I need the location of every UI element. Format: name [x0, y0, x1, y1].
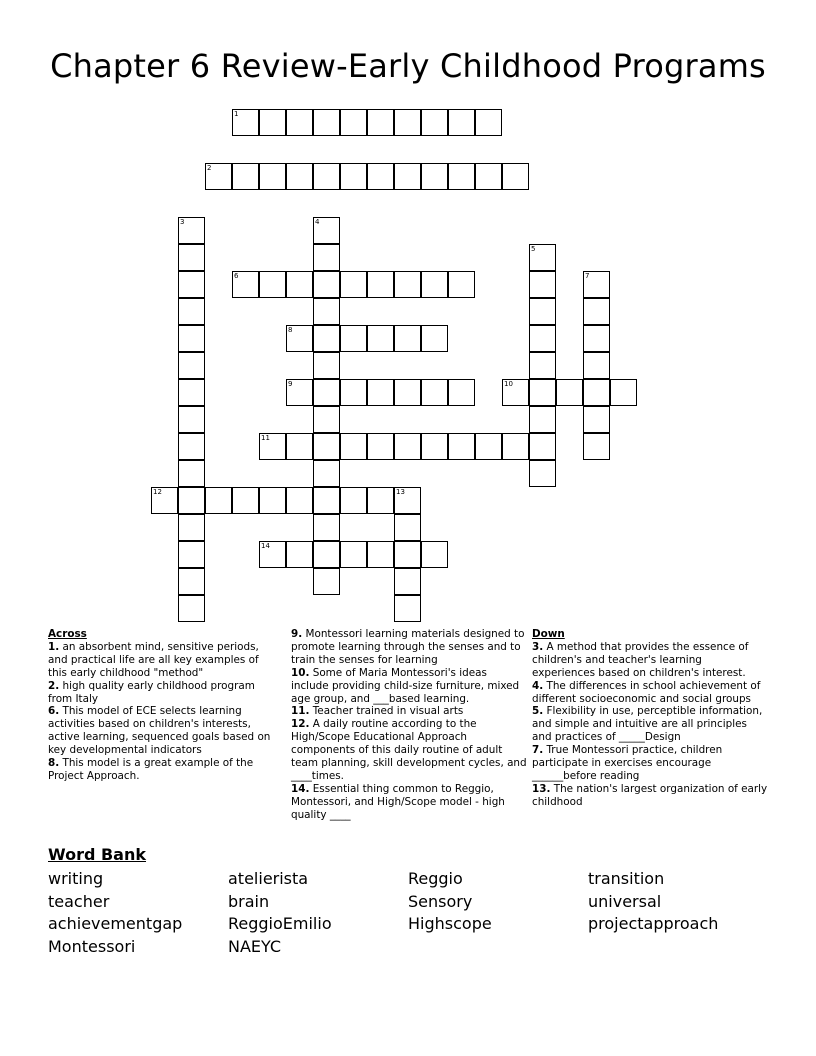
crossword-cell[interactable] — [259, 271, 286, 298]
crossword-cell[interactable] — [367, 271, 394, 298]
clue-number: 14. — [291, 782, 310, 795]
crossword-cell[interactable] — [178, 244, 205, 271]
word-bank-word: NAEYC — [228, 936, 282, 956]
crossword-cell[interactable] — [151, 487, 178, 514]
crossword-cell[interactable] — [313, 487, 340, 514]
crossword-cell[interactable] — [178, 433, 205, 460]
clue-number: 12. — [291, 718, 310, 731]
crossword-cell[interactable] — [340, 541, 367, 568]
crossword-cell[interactable] — [340, 163, 367, 190]
crossword-cell[interactable] — [529, 325, 556, 352]
crossword-cell[interactable] — [583, 298, 610, 325]
crossword-cell[interactable] — [205, 163, 232, 190]
word-bank-word: writing — [48, 869, 104, 888]
crossword-cell[interactable] — [313, 163, 340, 190]
word-bank-word: brain — [228, 891, 270, 911]
word-bank-title: Word Bank — [48, 845, 147, 864]
crossword-cell[interactable] — [178, 298, 205, 325]
crossword-cell[interactable] — [421, 433, 448, 460]
crossword-cell[interactable] — [259, 433, 286, 460]
word-bank-word: atelierista — [228, 869, 309, 888]
crossword-cell[interactable] — [286, 433, 313, 460]
crossword-cell[interactable] — [421, 541, 448, 568]
crossword-cell[interactable] — [421, 379, 448, 406]
crossword-cell[interactable] — [394, 487, 421, 514]
clue-number: 12 — [153, 488, 162, 496]
crossword-cell[interactable] — [286, 109, 313, 136]
crossword-cell[interactable] — [448, 163, 475, 190]
crossword-cell[interactable] — [367, 325, 394, 352]
clue-number: 4. — [532, 679, 544, 692]
clue-number: 1 — [234, 110, 239, 118]
crossword-cell[interactable] — [178, 487, 205, 514]
clue-number: 7. — [532, 744, 544, 757]
crossword-cell[interactable] — [475, 163, 502, 190]
crossword-cell[interactable] — [286, 379, 313, 406]
crossword-cell[interactable] — [529, 460, 556, 487]
crossword-cell[interactable] — [178, 514, 205, 541]
clue-number: 11 — [261, 434, 270, 442]
crossword-cell[interactable] — [502, 163, 529, 190]
crossword-cell[interactable] — [232, 271, 259, 298]
crossword-cell[interactable] — [367, 487, 394, 514]
crossword-cell[interactable] — [313, 406, 340, 433]
crossword-cell[interactable] — [286, 271, 313, 298]
crossword-cell[interactable] — [178, 217, 205, 244]
crossword-cell[interactable] — [394, 595, 421, 622]
across-clue — [48, 641, 276, 680]
crossword-cell[interactable] — [313, 541, 340, 568]
crossword-cell[interactable] — [502, 379, 529, 406]
clue-number: 11. — [291, 705, 310, 718]
clue-number: 13 — [396, 488, 405, 496]
across-clue — [48, 757, 276, 783]
crossword-cell[interactable] — [529, 271, 556, 298]
word-bank-word: Highscope — [408, 914, 492, 933]
crossword-cell[interactable] — [340, 109, 367, 136]
clue-text: Some of Maria Montessori's ideas include providing child-size furniture, mixed age group, and ___based learning. — [291, 666, 520, 705]
clue-text: Teacher trained in visual arts — [309, 705, 464, 718]
down-clue — [532, 705, 768, 744]
crossword-cell[interactable] — [205, 487, 232, 514]
crossword-cell[interactable] — [502, 433, 529, 460]
crossword-cell[interactable] — [313, 217, 340, 244]
clue-text: The nation's largest organization of early childhood — [532, 782, 768, 808]
crossword-cell[interactable] — [529, 244, 556, 271]
across-clue — [291, 705, 527, 718]
across-clue — [291, 628, 527, 667]
clue-number: 9. — [291, 628, 303, 640]
crossword-cell[interactable] — [340, 271, 367, 298]
clue-number: 10. — [291, 666, 310, 679]
word-bank-word: universal — [588, 891, 662, 911]
down-clue — [532, 783, 768, 809]
crossword-cell[interactable] — [394, 379, 421, 406]
word-bank-column-2 — [228, 868, 332, 958]
clue-number: 6. — [48, 705, 60, 718]
crossword-cell[interactable] — [583, 379, 610, 406]
clue-number: 3. — [532, 640, 544, 653]
clue-number: 4 — [315, 218, 320, 226]
crossword-cell[interactable] — [178, 325, 205, 352]
across-clue — [291, 783, 527, 822]
down-clue — [532, 641, 768, 680]
clue-text: high quality early childhood program from Italy — [48, 679, 255, 705]
clue-text: Flexibility in use, perceptible information, and simple and intuitive are all principles and practices of _____Design — [532, 705, 763, 744]
crossword-cell[interactable] — [340, 379, 367, 406]
clue-number: 1. — [48, 640, 60, 653]
crossword-cell[interactable] — [313, 325, 340, 352]
crossword-cell[interactable] — [178, 541, 205, 568]
across-clue — [48, 705, 276, 757]
crossword-cell[interactable] — [448, 109, 475, 136]
crossword-cell[interactable] — [340, 325, 367, 352]
crossword-cell[interactable] — [367, 379, 394, 406]
crossword-cell[interactable] — [448, 433, 475, 460]
crossword-cell[interactable] — [178, 379, 205, 406]
crossword-cell[interactable] — [313, 109, 340, 136]
crossword-cell[interactable] — [394, 271, 421, 298]
crossword-cell[interactable] — [286, 541, 313, 568]
crossword-cell[interactable] — [178, 595, 205, 622]
word-bank-word: Montessori — [48, 936, 136, 956]
crossword-cell[interactable] — [367, 541, 394, 568]
crossword-cell[interactable] — [232, 487, 259, 514]
down-heading: Down — [532, 628, 565, 640]
crossword-cell[interactable] — [232, 109, 259, 136]
crossword-cell[interactable] — [610, 379, 637, 406]
clue-number: 13. — [532, 782, 551, 795]
crossword-cell[interactable] — [448, 271, 475, 298]
clue-number: 10 — [504, 380, 513, 388]
crossword-cell[interactable] — [394, 514, 421, 541]
crossword-cell[interactable] — [421, 325, 448, 352]
crossword-cell[interactable] — [448, 379, 475, 406]
word-bank-word: teacher — [48, 891, 110, 911]
across-clue — [48, 680, 276, 706]
crossword-cell[interactable] — [394, 163, 421, 190]
crossword-cell[interactable] — [583, 406, 610, 433]
clue-text: A daily routine according to the High/Scope Educational Approach components of this daily routine of adult team planning, skill development cycles, and ____times. — [291, 718, 527, 782]
clue-text: This model of ECE selects learning activities based on children's interests, active learning, sequenced goals based on key developmental indicators — [48, 705, 271, 757]
clue-number: 5. — [532, 705, 544, 718]
crossword-cell[interactable] — [178, 271, 205, 298]
across-heading: Across — [48, 628, 87, 640]
clue-number: 3 — [180, 218, 185, 226]
clue-number: 6 — [234, 272, 239, 280]
clue-text: This model is a great example of the Project Approach. — [48, 757, 254, 782]
crossword-cell[interactable] — [394, 433, 421, 460]
crossword-cell[interactable] — [421, 163, 448, 190]
crossword-cell[interactable] — [394, 325, 421, 352]
clue-number: 14 — [261, 542, 270, 550]
clue-number: 7 — [585, 272, 590, 280]
crossword-cell[interactable] — [313, 244, 340, 271]
crossword-cell[interactable] — [313, 379, 340, 406]
down-clue — [532, 744, 768, 783]
crossword-cell[interactable] — [286, 325, 313, 352]
crossword-cell[interactable] — [259, 109, 286, 136]
word-bank-word: projectapproach — [588, 914, 719, 933]
across-clues-column-2 — [291, 628, 527, 822]
clue-number: 2. — [48, 679, 60, 692]
crossword-cell[interactable] — [178, 460, 205, 487]
clue-text: A method that provides the essence of children's and teacher's learning experiences based on children's interest. — [532, 640, 749, 679]
crossword-cell[interactable] — [583, 433, 610, 460]
crossword-cell[interactable] — [178, 406, 205, 433]
crossword-cell[interactable] — [313, 352, 340, 379]
crossword-cell[interactable] — [313, 298, 340, 325]
clue-number: 8. — [48, 757, 60, 770]
clue-number: 8 — [288, 326, 293, 334]
crossword-cell[interactable] — [313, 433, 340, 460]
crossword-cell[interactable] — [340, 433, 367, 460]
crossword-cell[interactable] — [178, 352, 205, 379]
crossword-cell[interactable] — [313, 568, 340, 595]
crossword-cell[interactable] — [232, 163, 259, 190]
crossword-cell[interactable] — [475, 109, 502, 136]
crossword-cell[interactable] — [394, 109, 421, 136]
word-bank-word: Reggio — [408, 869, 463, 888]
crossword-cell[interactable] — [286, 487, 313, 514]
word-bank-word: ReggioEmilio — [228, 914, 332, 933]
page-title: Chapter 6 Review-Early Childhood Programs — [50, 47, 766, 85]
clue-number: 2 — [207, 164, 212, 172]
clue-number: 9 — [288, 380, 293, 388]
clue-text: True Montessori practice, children participate in exercises encourage ______before reading — [532, 744, 723, 782]
word-bank-column-4 — [588, 868, 718, 936]
crossword-cell[interactable] — [367, 109, 394, 136]
crossword-cell[interactable] — [313, 460, 340, 487]
crossword-cell[interactable] — [556, 379, 583, 406]
crossword-cell[interactable] — [421, 109, 448, 136]
word-bank-column-3 — [408, 868, 492, 936]
clue-number: 5 — [531, 245, 536, 253]
word-bank-word: Sensory — [408, 891, 473, 911]
crossword-cell[interactable] — [583, 352, 610, 379]
across-clue — [291, 667, 527, 706]
crossword-cell[interactable] — [529, 298, 556, 325]
crossword-cell[interactable] — [529, 433, 556, 460]
down-clues-column — [532, 628, 768, 809]
crossword-cell[interactable] — [529, 352, 556, 379]
crossword-cell[interactable] — [259, 163, 286, 190]
clue-text: Essential thing common to Reggio, Montessori, and High/Scope model - high quality ____ — [291, 782, 505, 821]
crossword-cell[interactable] — [286, 163, 313, 190]
crossword-cell[interactable] — [475, 433, 502, 460]
crossword-cell[interactable] — [529, 379, 556, 406]
across-clue — [291, 718, 527, 783]
crossword-cell[interactable] — [421, 271, 448, 298]
word-bank-word: transition — [588, 869, 665, 888]
crossword-cell[interactable] — [313, 514, 340, 541]
crossword-cell[interactable] — [259, 541, 286, 568]
crossword-cell[interactable] — [178, 568, 205, 595]
crossword-cell[interactable] — [340, 487, 367, 514]
clue-text: The differences in school achievement of different socioeconomic and social groups — [532, 679, 761, 705]
word-bank-word: achievementgap — [48, 914, 183, 933]
crossword-cell[interactable] — [529, 406, 556, 433]
clue-text: Montessori learning materials designed to promote learning through the senses and to train the senses for learning — [291, 628, 525, 666]
crossword-cell[interactable] — [367, 433, 394, 460]
crossword-cell[interactable] — [313, 271, 340, 298]
down-clue — [532, 680, 768, 706]
crossword-cell[interactable] — [583, 271, 610, 298]
word-bank-column-1 — [48, 868, 182, 958]
crossword-cell[interactable] — [259, 487, 286, 514]
crossword-cell[interactable] — [583, 325, 610, 352]
crossword-cell[interactable] — [394, 541, 421, 568]
clue-text: an absorbent mind, sensitive periods, and practical life are all key examples of this early childhood "method" — [48, 640, 259, 679]
across-clues-column-1 — [48, 628, 276, 783]
crossword-cell[interactable] — [367, 163, 394, 190]
crossword-cell[interactable] — [394, 568, 421, 595]
